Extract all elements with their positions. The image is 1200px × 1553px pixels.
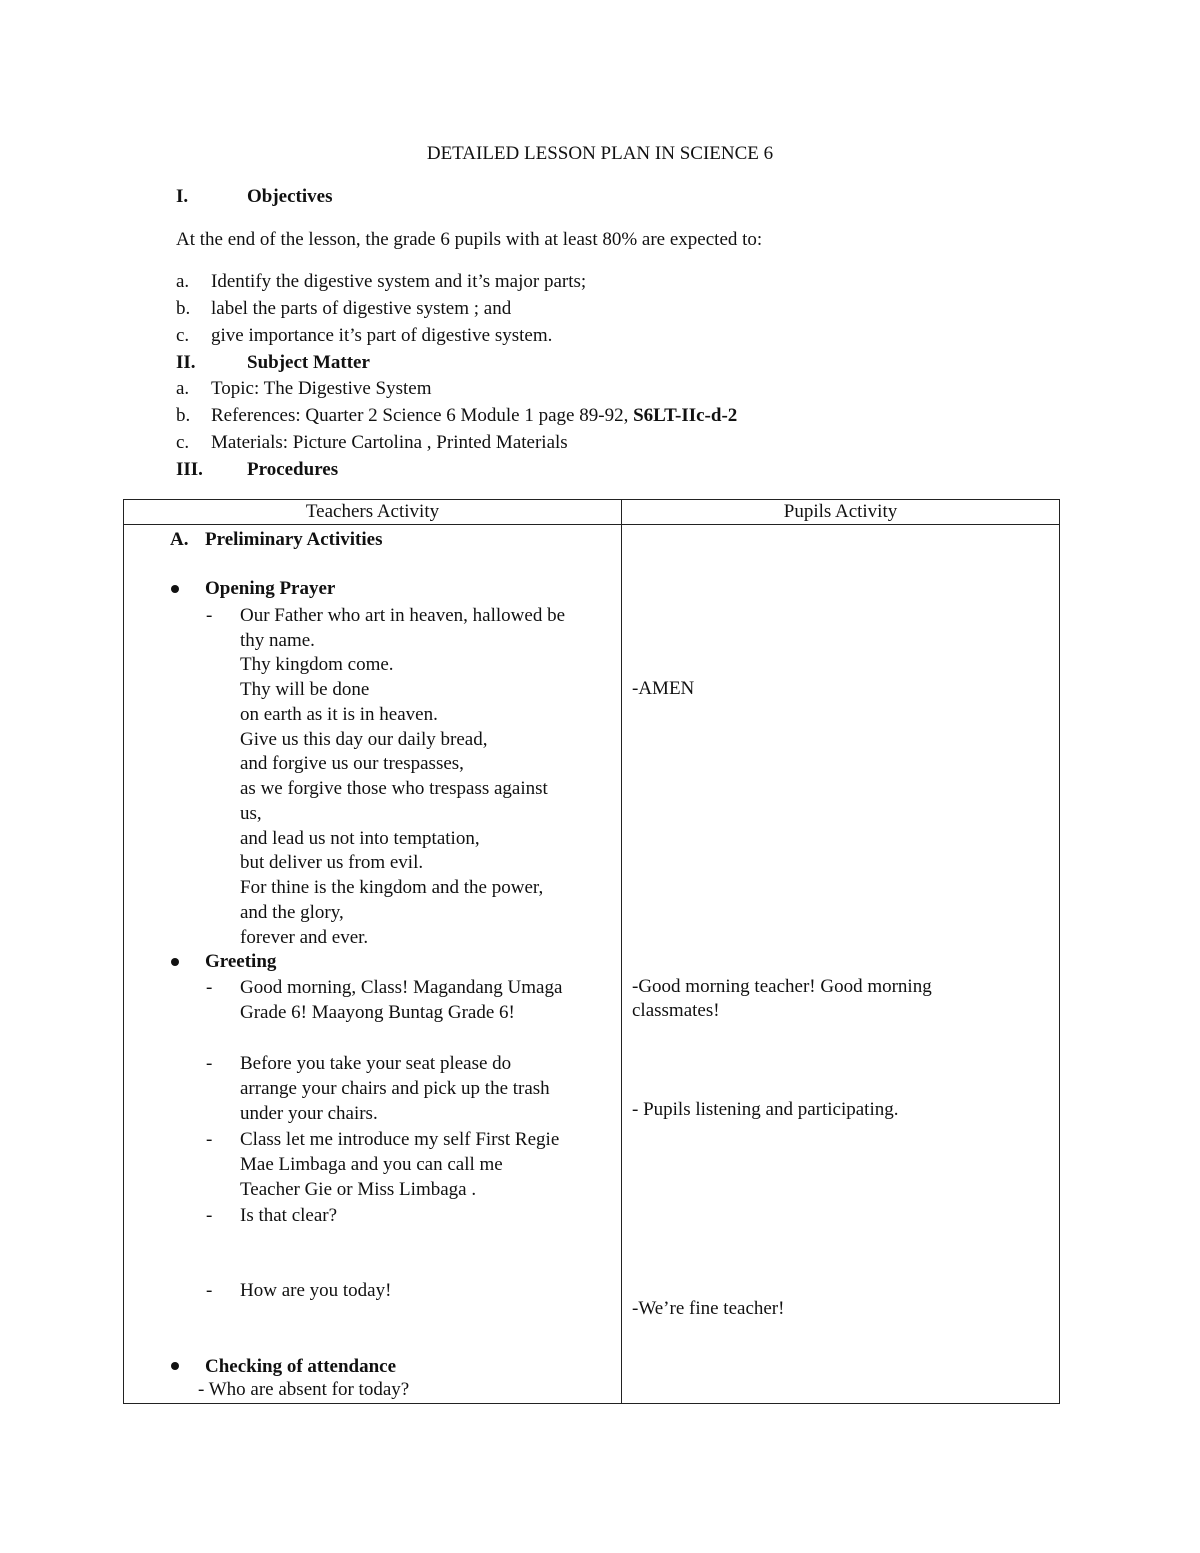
subject-matter-numeral: II. xyxy=(176,352,196,373)
attendance-heading: Checking of attendance xyxy=(205,1356,397,1377)
prayer-line: thy name. xyxy=(240,630,315,651)
dash-marker: - xyxy=(206,1205,213,1226)
bullet-icon xyxy=(171,1362,179,1370)
bullet-icon xyxy=(171,585,179,593)
subject-references xyxy=(211,405,737,427)
pupil-response-greeting: -Good morning teacher! Good morning xyxy=(632,976,932,997)
procedures-numeral: III. xyxy=(176,459,203,480)
greeting-line: Grade 6! Maayong Buntag Grade 6! xyxy=(240,1002,515,1023)
prayer-line: on earth as it is in heaven. xyxy=(240,704,438,725)
prayer-line: Our Father who art in heaven, hallowed be xyxy=(240,605,566,626)
prayer-line: and forgive us our trespasses, xyxy=(240,753,464,774)
introduction-line: Mae Limbaga and you can call me xyxy=(240,1154,503,1175)
references-text: References: Quarter 2 Science 6 Module 1 page 89-92, xyxy=(211,405,634,426)
objective-item-b: label the parts of digestive system ; and xyxy=(211,298,512,319)
objectives-numeral: I. xyxy=(176,186,189,207)
instruction-line: under your chairs. xyxy=(240,1103,378,1124)
prayer-line: For thine is the kingdom and the power, xyxy=(240,877,544,898)
bullet-icon xyxy=(171,958,179,966)
competency-code: S6LT-IIc-d-2 xyxy=(633,405,738,426)
attendance-question: - Who are absent for today? xyxy=(198,1379,410,1400)
instruction-line: Before you take your seat please do xyxy=(240,1053,512,1074)
instruction-line: arrange your chairs and pick up the trash xyxy=(240,1078,550,1099)
subject-letter-b: b. xyxy=(176,405,191,426)
procedures-table xyxy=(123,499,1060,1404)
introduction-line: Class let me introduce my self First Regie xyxy=(240,1129,560,1150)
objective-letter-b: b. xyxy=(176,298,191,319)
subject-letter-a: a. xyxy=(176,378,190,399)
prayer-line: and lead us not into temptation, xyxy=(240,828,480,849)
prayer-line: us, xyxy=(240,803,262,824)
prayer-line: as we forgive those who trespass against xyxy=(240,778,548,799)
objective-item-c: give importance it’s part of digestive system. xyxy=(211,325,553,346)
dash-marker: - xyxy=(206,605,213,626)
objectives-intro: At the end of the lesson, the grade 6 pupils with at least 80% are expected to: xyxy=(176,229,763,250)
objective-letter-c: c. xyxy=(176,325,190,346)
pupil-response-greeting: classmates! xyxy=(632,1000,720,1021)
header-pupils-activity: Pupils Activity xyxy=(622,500,1060,525)
objectives-heading: Objectives xyxy=(247,186,333,207)
clear-question: Is that clear? xyxy=(240,1205,338,1226)
subject-materials: Materials: Picture Cartolina , Printed Materials xyxy=(211,432,568,453)
introduction-line: Teacher Gie or Miss Limbaga . xyxy=(240,1179,477,1200)
teacher-activity-cell xyxy=(124,525,622,1404)
pupils-activity-cell xyxy=(622,525,1060,1404)
dash-marker: - xyxy=(206,1280,213,1301)
dash-marker: - xyxy=(206,1129,213,1150)
prayer-line: but deliver us from evil. xyxy=(240,852,424,873)
prayer-line: Thy will be done xyxy=(240,679,370,700)
subject-topic: Topic: The Digestive System xyxy=(211,378,432,399)
section-letter: A. xyxy=(170,529,189,550)
prayer-line: Thy kingdom come. xyxy=(240,654,394,675)
section-title: Preliminary Activities xyxy=(205,529,383,550)
subject-letter-c: c. xyxy=(176,432,190,453)
objective-letter-a: a. xyxy=(176,271,190,292)
procedures-heading: Procedures xyxy=(247,459,339,480)
pupil-response-fine: -We’re fine teacher! xyxy=(632,1298,785,1319)
pupil-response-listening: - Pupils listening and participating. xyxy=(632,1099,899,1120)
objective-item-a: Identify the digestive system and it’s major parts; xyxy=(211,271,587,292)
document-title: DETAILED LESSON PLAN IN SCIENCE 6 xyxy=(426,143,774,164)
pupil-response-amen: -AMEN xyxy=(632,678,695,699)
opening-prayer-heading: Opening Prayer xyxy=(205,578,336,599)
dash-marker: - xyxy=(206,1053,213,1074)
subject-matter-heading: Subject Matter xyxy=(247,352,370,373)
greeting-line: Good morning, Class! Magandang Umaga xyxy=(240,977,563,998)
greeting-heading: Greeting xyxy=(205,951,277,972)
dash-marker: - xyxy=(206,977,213,998)
prayer-line: and the glory, xyxy=(240,902,344,923)
how-are-you-question: How are you today! xyxy=(240,1280,392,1301)
prayer-line: forever and ever. xyxy=(240,927,369,948)
header-teachers-activity: Teachers Activity xyxy=(124,500,622,525)
prayer-line: Give us this day our daily bread, xyxy=(240,729,488,750)
